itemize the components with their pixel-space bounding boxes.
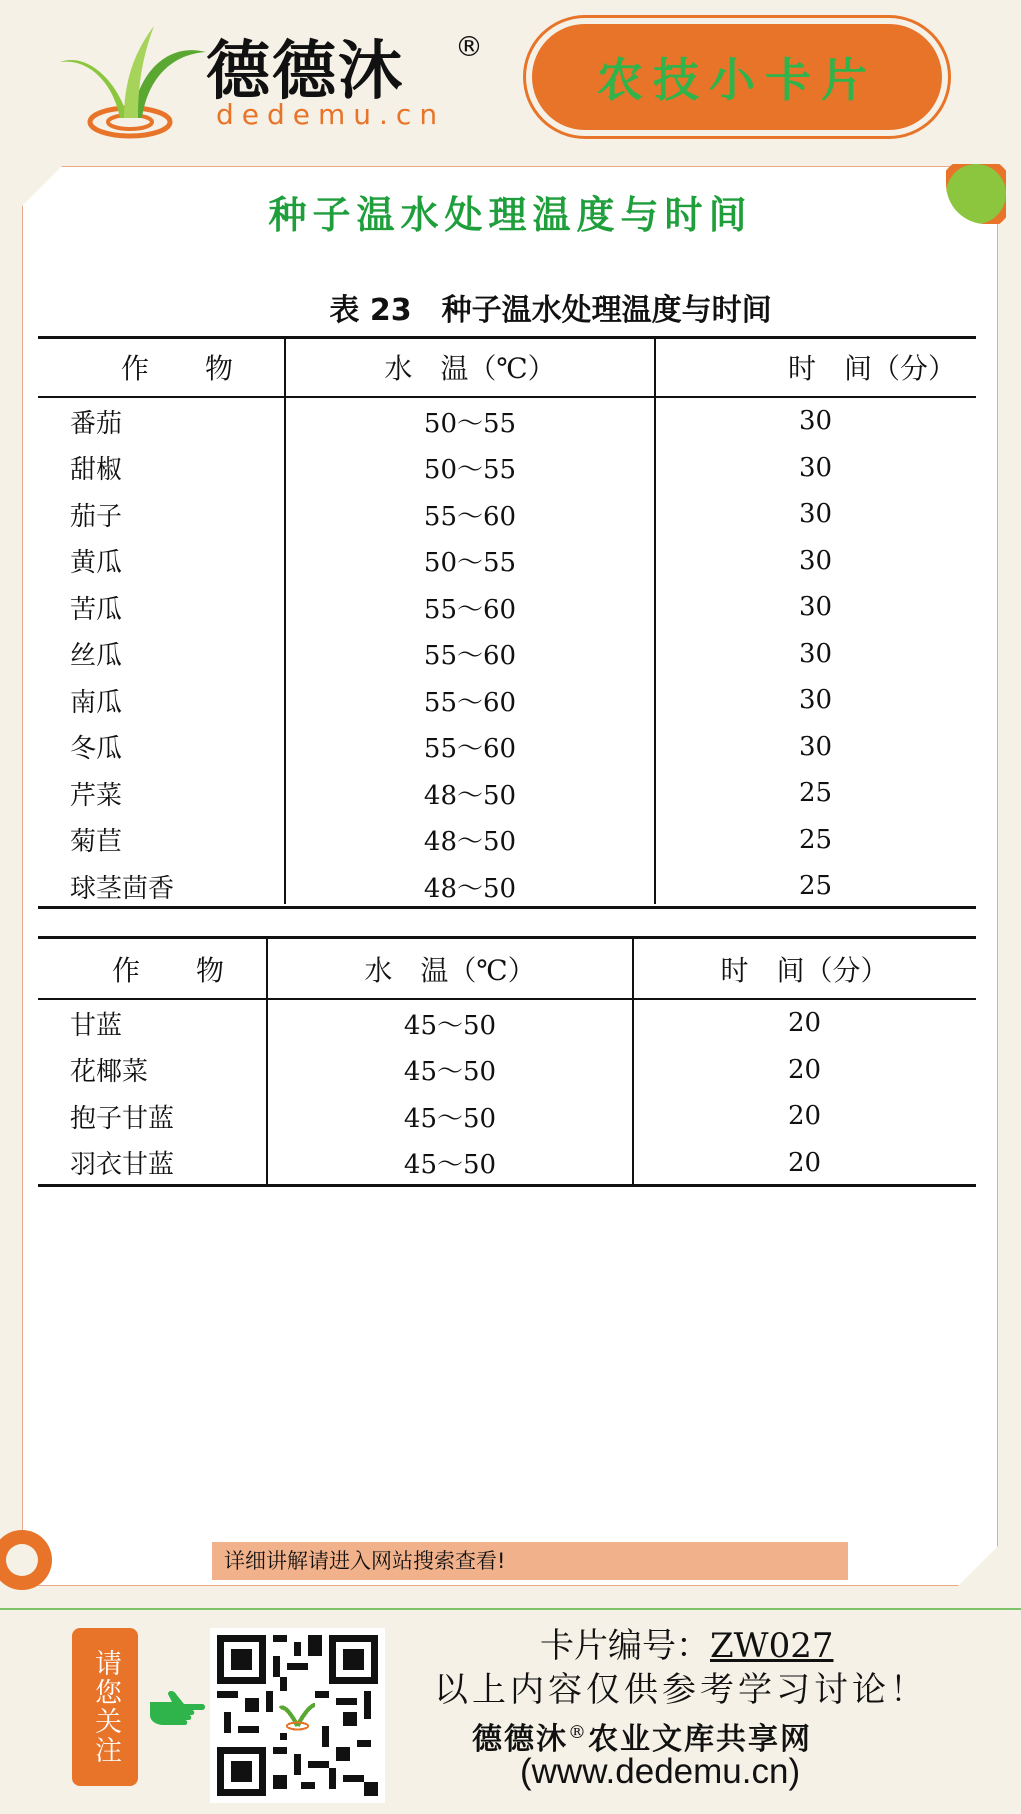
water-temp-cell: 55～60	[423, 594, 517, 625]
time-cell: 25	[798, 871, 833, 902]
table-row	[38, 770, 976, 817]
card-title: 种子温水处理温度与时间	[268, 192, 753, 237]
water-temp-cell: 48～50	[423, 827, 517, 858]
table-header-row	[38, 938, 976, 1000]
pointing-hand-icon	[146, 1688, 206, 1728]
water-temp-cell: 48～50	[423, 873, 517, 904]
water-temp-cell: 50～55	[423, 455, 517, 486]
card-badge-label: 农技小卡片	[597, 53, 877, 107]
table-header-row	[38, 336, 976, 398]
time-cell: 20	[787, 1101, 822, 1132]
water-temp-cell: 45～50	[403, 1010, 497, 1041]
table-row	[38, 631, 976, 678]
table-row	[38, 398, 976, 445]
column-header-time: 时 间（分）	[787, 352, 956, 385]
crop-cell: 甘蓝	[70, 1010, 123, 1041]
time-cell: 30	[798, 545, 833, 576]
time-cell: 25	[798, 778, 833, 809]
water-temp-cell: 55～60	[423, 734, 517, 765]
column-header-crop: 作 物	[111, 954, 224, 987]
time-cell: 30	[798, 452, 833, 483]
water-temp-cell: 45～50	[403, 1150, 497, 1181]
time-cell: 25	[798, 824, 833, 855]
table-row	[38, 1000, 976, 1047]
column-header-water-temp: 水 温（℃）	[364, 954, 536, 987]
table-row	[38, 491, 976, 538]
table-row	[38, 1093, 976, 1140]
time-cell: 30	[798, 685, 833, 716]
table-row	[38, 677, 976, 724]
table-row	[38, 445, 976, 492]
column-header-water-temp: 水 温（℃）	[384, 352, 556, 385]
crop-cell: 羽衣甘蓝	[70, 1150, 175, 1181]
website-note: 详细讲解请进入网站搜索查看!	[212, 1542, 848, 1580]
crop-cell: 芹菜	[70, 780, 123, 811]
table-row	[38, 584, 976, 631]
data-table	[38, 336, 976, 910]
crop-cell: 甜椒	[70, 455, 123, 486]
crop-cell: 黄瓜	[70, 548, 123, 579]
water-temp-cell: 50～55	[423, 548, 517, 579]
card-number-label: 卡片编号：	[540, 1626, 710, 1666]
column-header-crop: 作 物	[120, 352, 233, 385]
time-cell: 20	[787, 1054, 822, 1085]
table-row	[38, 817, 976, 864]
time-cell: 30	[798, 638, 833, 669]
crop-cell: 菊苣	[70, 827, 123, 858]
water-temp-cell: 55～60	[423, 641, 517, 672]
water-temp-cell: 45～50	[403, 1057, 497, 1088]
library-registered-mark: ®	[568, 1722, 588, 1743]
brand-url: dedemu.cn	[216, 98, 446, 131]
table-row	[38, 863, 976, 910]
library-suffix: 农业文库共享网	[588, 1722, 812, 1757]
column-header-time: 时 间（分）	[720, 954, 889, 987]
table-row	[38, 1047, 976, 1094]
time-cell: 30	[798, 592, 833, 623]
brand-registered-mark: ®	[455, 30, 483, 63]
qr-code-icon[interactable]	[210, 1628, 385, 1803]
crop-cell: 球茎茴香	[70, 873, 175, 904]
time-cell: 20	[787, 1008, 822, 1039]
table-row	[38, 1140, 976, 1187]
table-row	[38, 538, 976, 585]
crop-cell: 花椰菜	[70, 1057, 149, 1088]
card-number	[540, 1618, 833, 1667]
disclaimer: 以上内容仅供参考学习讨论！	[434, 1670, 928, 1710]
card-number-value: ZW027	[710, 1626, 834, 1666]
table-body	[38, 398, 976, 910]
crop-cell: 抱子甘蓝	[70, 1103, 175, 1134]
card-badge	[532, 24, 942, 130]
crop-cell: 茄子	[70, 501, 123, 532]
crop-cell: 丝瓜	[70, 641, 123, 672]
table-body	[38, 1000, 976, 1186]
footer-divider	[0, 1608, 1021, 1610]
time-cell: 30	[798, 731, 833, 762]
brand-name: 德德沐	[206, 34, 404, 109]
water-temp-cell: 55～60	[423, 501, 517, 532]
water-temp-cell: 48～50	[423, 780, 517, 811]
data-table	[38, 938, 976, 1186]
crop-cell: 苦瓜	[70, 594, 123, 625]
time-cell: 30	[798, 406, 833, 437]
time-cell: 30	[798, 499, 833, 530]
time-cell: 20	[787, 1147, 822, 1178]
water-temp-cell: 45～50	[403, 1103, 497, 1134]
table-row	[38, 724, 976, 771]
website-link[interactable]: (www.dedemu.cn)	[520, 1752, 801, 1791]
water-temp-cell: 55～60	[423, 687, 517, 718]
crop-cell: 番茄	[70, 408, 123, 439]
brand-logo-icon	[58, 22, 208, 142]
follow-label: 请您关注	[72, 1628, 138, 1786]
water-temp-cell: 50～55	[423, 408, 517, 439]
crop-cell: 冬瓜	[70, 734, 123, 765]
crop-cell: 南瓜	[70, 687, 123, 718]
table-caption: 表 23 种子温水处理温度与时间	[329, 293, 772, 328]
library-brand: 德德沐	[472, 1722, 568, 1757]
